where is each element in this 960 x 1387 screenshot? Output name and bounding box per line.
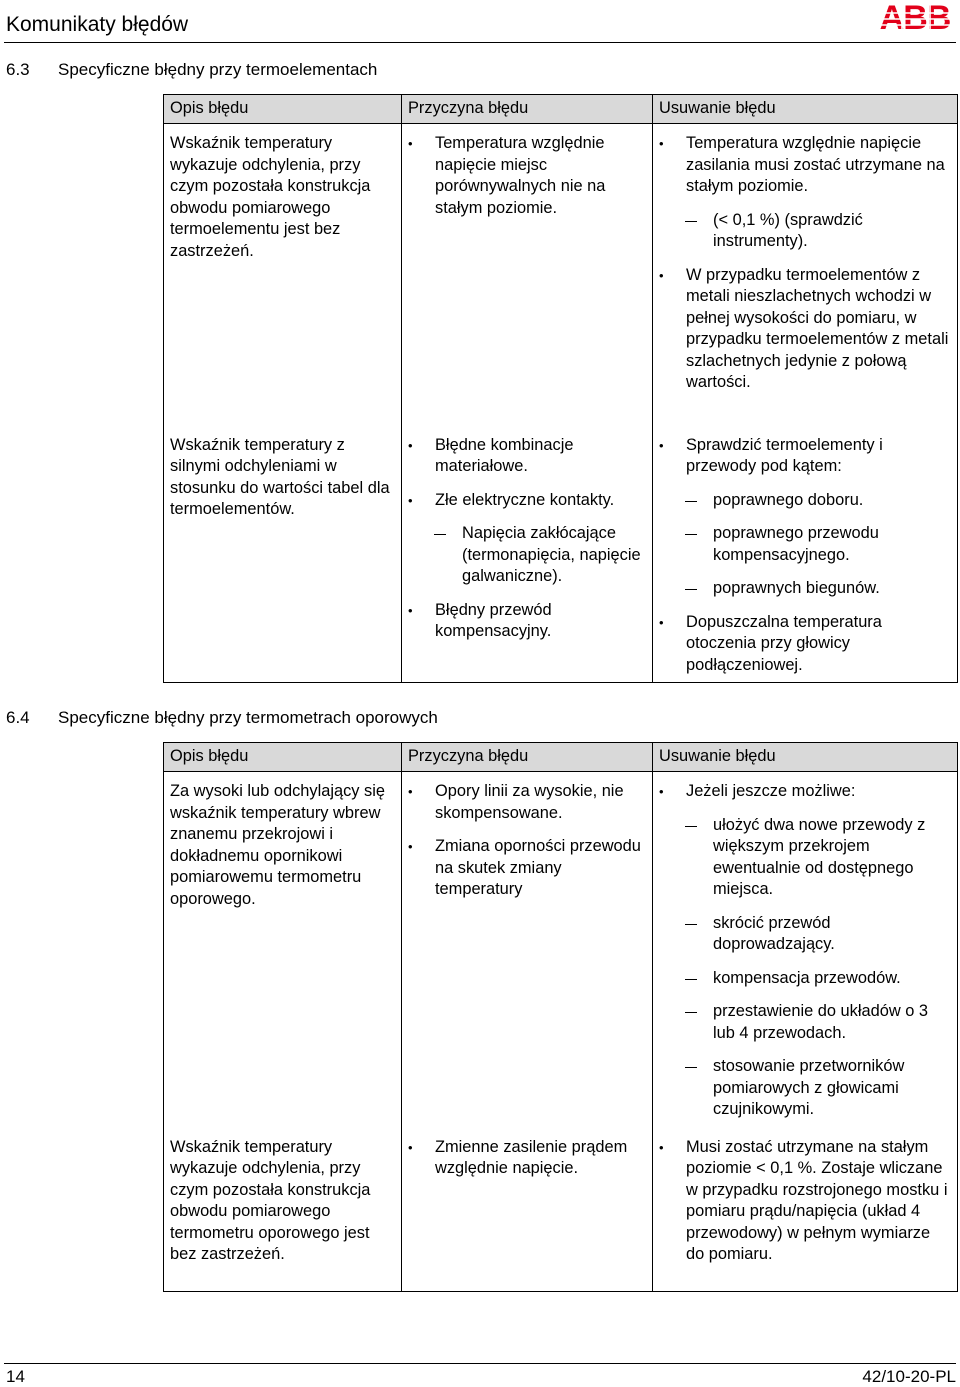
column-header-description: Opis błędu (164, 95, 402, 124)
error-remedy (653, 425, 958, 683)
section-heading-6-3 (6, 60, 377, 80)
svg-text:ABB: ABB (879, 2, 951, 32)
list-item: • Sprawdzić termoelementy i przewody pod kątem: (659, 435, 951, 478)
header-divider (4, 42, 956, 43)
table-header-row (164, 95, 958, 124)
table-header-row (164, 743, 958, 772)
table-row (164, 1127, 958, 1292)
error-cause (402, 1127, 653, 1292)
list-item: • W przypadku termoelementów z metali nieszlachetnych wchodzi w pełnej wysokości do pomiaru, w przypadku termoelementów z metali szlachetnych jedynie z połową wartości. (659, 265, 951, 394)
table-row (164, 425, 958, 683)
error-remedy (653, 772, 958, 1127)
error-description: Za wysoki lub odchylający się wskaźnik temperatury wbrew znanemu przekrojowi i dokładnemu opornikowi pomiarowemu termometru oporowego. (164, 772, 402, 1127)
sub-list-item: ułożyć dwa nowe przewody z większym przekrojem ewentualnie od dostępnego miejsca. (659, 815, 951, 901)
section-heading-6-4 (6, 708, 438, 728)
list-item: • Musi zostać utrzymane na stałym poziomie < 0,1 %. Zostaje wliczane w przypadku rozstrojonego mostku i pomiaru prądu/napięcia (układ 4 przewodowy) w pełnym wymiarze do pomiaru. (659, 1137, 951, 1266)
table-row (164, 772, 958, 1127)
list-item: • Jeżeli jeszcze możliwe: (659, 781, 951, 803)
document-id: 42/10-20-PL (862, 1367, 956, 1386)
sub-list-item: poprawnego doboru. (659, 490, 951, 512)
sub-list-item: skrócić przewód doprowadzający. (659, 913, 951, 956)
sub-list-item: poprawnych biegunów. (659, 578, 951, 600)
page-title: Komunikaty błędów (6, 13, 189, 36)
section-number: 6.3 (6, 60, 30, 79)
abb-logo (873, 2, 957, 32)
error-description: Wskaźnik temperatury wykazuje odchylenia, przy czym pozostała konstrukcja obwodu pomiarowego termometru oporowego jest bez zastrzeżeń. (164, 1127, 402, 1292)
list-item: • Temperatura względnie napięcie miejsc porównywalnych nie na stałym poziomie. (408, 133, 646, 219)
list-item: • Zmienne zasilenie prądem względnie napięcie. (408, 1137, 646, 1180)
list-item: • Temperatura względnie napięcie zasilania musi zostać utrzymane na stałym poziomie. (659, 133, 951, 198)
list-item: • Zmiana oporności przewodu na skutek zmiany temperatury (408, 836, 646, 901)
sub-list-item: Napięcia zakłócające (termonapięcia, napięcie galwaniczne). (408, 523, 646, 588)
sub-list-item: przestawienie do układów o 3 lub 4 przewodach. (659, 1001, 951, 1044)
list-item: • Opory linii za wysokie, nie skompensowane. (408, 781, 646, 824)
sub-list-item: (< 0,1 %) (sprawdzić instrumenty). (659, 210, 951, 253)
list-item: • Błędny przewód kompensacyjny. (408, 600, 646, 643)
section-title: Specyficzne błędny przy termoelementach (58, 60, 378, 79)
sub-list-item: stosowanie przetworników pomiarowych z głowicami czujnikowymi. (659, 1056, 951, 1121)
column-header-cause: Przyczyna błędu (402, 95, 653, 124)
column-header-cause: Przyczyna błędu (402, 743, 653, 772)
table-row (164, 124, 958, 425)
section-number: 6.4 (6, 708, 30, 727)
column-header-description: Opis błędu (164, 743, 402, 772)
list-item: • Dopuszczalna temperatura otoczenia przy głowicy podłączeniowej. (659, 612, 951, 677)
footer-divider (4, 1363, 956, 1364)
column-header-remedy: Usuwanie błędu (653, 95, 958, 124)
error-remedy (653, 124, 958, 425)
error-description: Wskaźnik temperatury wykazuje odchylenia, przy czym pozostała konstrukcja obwodu pomiarowego termoelementu jest bez zastrzeżeń. (164, 124, 402, 425)
error-remedy (653, 1127, 958, 1292)
list-item: • Błędne kombinacje materiałowe. (408, 435, 646, 478)
section-title: Specyficzne błędny przy termometrach oporowych (58, 708, 438, 727)
resistance-thermometer-errors-table (163, 742, 958, 1292)
error-description: Wskaźnik temperatury z silnymi odchyleniami w stosunku do wartości tabel dla termoelementów. (164, 425, 402, 683)
error-cause (402, 124, 653, 425)
error-cause (402, 772, 653, 1127)
page-number: 14 (6, 1367, 25, 1386)
error-cause (402, 425, 653, 683)
thermocouple-errors-table (163, 94, 958, 683)
sub-list-item: poprawnego przewodu kompensacyjnego. (659, 523, 951, 566)
list-item: • Złe elektryczne kontakty. (408, 490, 646, 512)
column-header-remedy: Usuwanie błędu (653, 743, 958, 772)
sub-list-item: kompensacja przewodów. (659, 968, 951, 990)
